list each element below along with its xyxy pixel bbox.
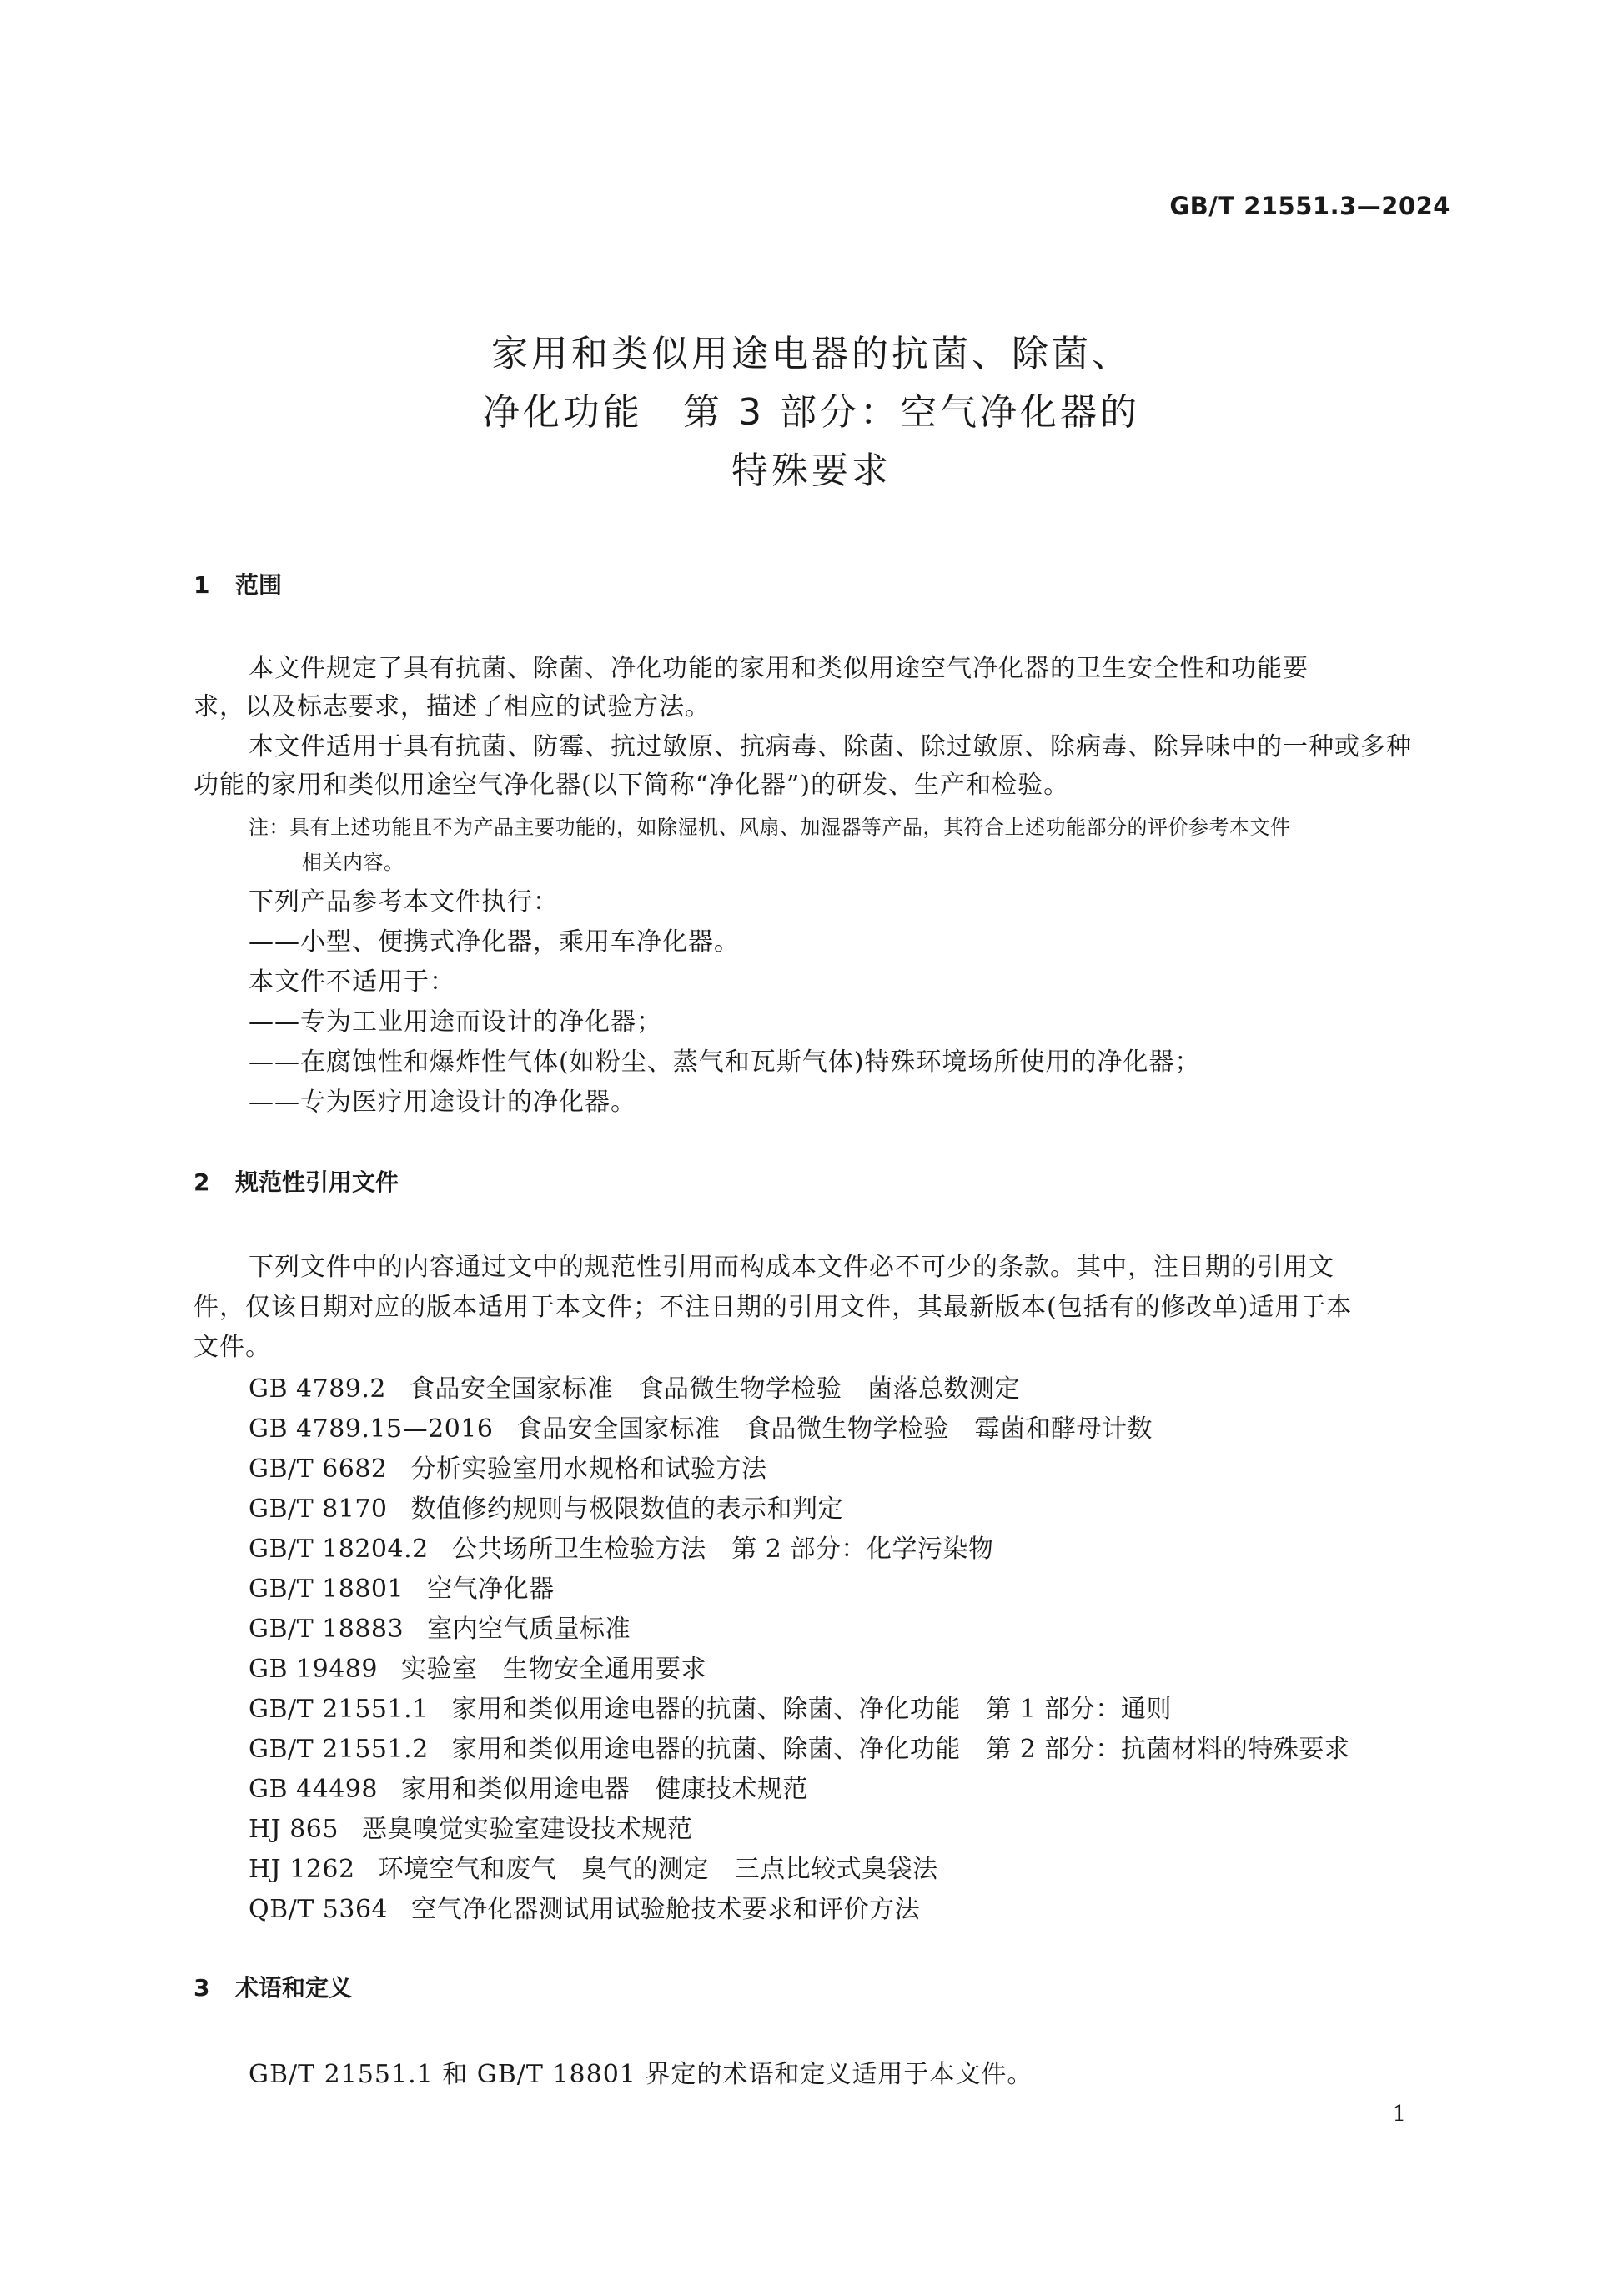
- reference-row: [249, 1568, 555, 1605]
- reference-code: GB/T 6682: [249, 1454, 388, 1484]
- reference-row: [249, 1488, 843, 1525]
- reference-title: 公共场所卫生检验方法 第 2 部分：化学污染物: [451, 1535, 994, 1564]
- reference-title: 家用和类似用途电器的抗菌、除菌、净化功能 第 2 部分：抗菌材料的特殊要求: [451, 1735, 1350, 1764]
- reference-title: 空气净化器测试用试验舱技术要求和评价方法: [411, 1895, 921, 1924]
- reference-code: GB 4789.2: [249, 1374, 387, 1404]
- reference-title: 实验室 生物安全通用要求: [400, 1655, 706, 1684]
- reference-code: GB/T 21551.2: [249, 1735, 429, 1764]
- reference-row: [249, 1768, 808, 1805]
- reference-title: 数值修约规则与极限数值的表示和判定: [410, 1495, 844, 1524]
- reference-row: [249, 1688, 1172, 1725]
- reference-row: [249, 1728, 1349, 1765]
- paragraph-line: GB/T 21551.1 和 GB/T 18801 界定的术语和定义适用于本文件。: [249, 2060, 1033, 2089]
- reference-row: [249, 1448, 767, 1485]
- reference-code: GB/T 21551.1: [249, 1695, 429, 1724]
- reference-code: GB/T 18801: [249, 1575, 404, 1604]
- reference-title: 环境空气和废气 臭气的测定 三点比较式臭袋法: [378, 1855, 938, 1884]
- document-title: [0, 325, 1623, 500]
- section-2-heading: [193, 1164, 399, 1198]
- reference-code: GB 4789.15—2016: [249, 1414, 494, 1444]
- standard-code: GB/T 21551.3—2024: [1169, 192, 1450, 220]
- list-item: ——在腐蚀性和爆炸性气体(如粉尘、蒸气和瓦斯气体)特殊环境场所使用的净化器；: [249, 1048, 1201, 1077]
- reference-title: 食品安全国家标准 食品微生物学检验 菌落总数测定: [410, 1374, 1021, 1404]
- reference-code: GB/T 18204.2: [249, 1535, 429, 1564]
- reference-title: 室内空气质量标准: [427, 1615, 631, 1644]
- paragraph-line: 下列文件中的内容通过文中的规范性引用而构成本文件必不可少的条款。其中，注日期的引用文: [249, 1253, 1334, 1282]
- reference-title: 空气净化器: [427, 1575, 555, 1604]
- note-line: 相关内容。: [302, 851, 404, 874]
- paragraph-line: 本文件适用于具有抗菌、防霉、抗过敏原、抗病毒、除菌、除过敏原、除病毒、除异味中的一种或多种: [249, 732, 1412, 761]
- reference-row: [249, 1648, 706, 1685]
- reference-code: HJ 1262: [249, 1855, 355, 1884]
- paragraph-line: 件，仅该日期对应的版本适用于本文件；不注日期的引用文件，其最新版本(包括有的修改单)适用于本: [193, 1293, 1353, 1322]
- section-1-heading: [193, 567, 282, 600]
- paragraph-line: 本文件不适用于：: [249, 967, 455, 997]
- reference-row: [249, 1808, 693, 1845]
- reference-title: 分析实验室用水规格和试验方法: [410, 1454, 767, 1484]
- reference-title: 家用和类似用途电器 健康技术规范: [400, 1775, 808, 1804]
- reference-row: [249, 1608, 631, 1645]
- list-item: ——小型、便携式净化器，乘用车净化器。: [249, 927, 740, 957]
- paragraph-line: 本文件规定了具有抗菌、除菌、净化功能的家用和类似用途空气净化器的卫生安全性和功能要: [249, 654, 1309, 683]
- reference-row: [249, 1368, 1020, 1404]
- paragraph-line: 求，以及标志要求，描述了相应的试验方法。: [193, 692, 711, 721]
- section-number: 3: [193, 1974, 210, 2002]
- reference-row: [249, 1528, 993, 1565]
- section-3-heading: [193, 1970, 352, 2003]
- paragraph-line: 文件。: [193, 1333, 271, 1362]
- section-title: 规范性引用文件: [235, 1168, 399, 1196]
- section-title: 术语和定义: [235, 1974, 353, 2002]
- reference-row: [249, 1408, 1153, 1444]
- reference-title: 食品安全国家标准 食品微生物学检验 霉菌和酵母计数: [516, 1414, 1153, 1444]
- section-number: 1: [193, 571, 210, 599]
- reference-title: 恶臭嗅觉实验室建设技术规范: [362, 1815, 693, 1844]
- title-line-1: 家用和类似用途电器的抗菌、除菌、: [491, 333, 1132, 375]
- paragraph-line: 功能的家用和类似用途空气净化器(以下简称“净化器”)的研发、生产和检验。: [193, 771, 1070, 800]
- title-line-2: 净化功能 第 3 部分：空气净化器的: [483, 391, 1140, 434]
- reference-code: GB/T 18883: [249, 1615, 404, 1644]
- title-line-3: 特殊要求: [731, 450, 892, 492]
- list-item: ——专为医疗用途设计的净化器。: [249, 1088, 636, 1117]
- reference-code: GB 44498: [249, 1775, 378, 1804]
- note-line: 注：具有上述功能且不为产品主要功能的，如除湿机、风扇、加湿器等产品，其符合上述功能部分的评价参考本文件: [249, 816, 1291, 839]
- list-item: ——专为工业用途而设计的净化器；: [249, 1007, 662, 1037]
- paragraph-line: 下列产品参考本文件执行：: [249, 887, 559, 917]
- reference-code: GB/T 8170: [249, 1495, 388, 1524]
- reference-row: [249, 1848, 938, 1885]
- reference-row: [249, 1888, 920, 1925]
- reference-code: GB 19489: [249, 1655, 378, 1684]
- reference-title: 家用和类似用途电器的抗菌、除菌、净化功能 第 1 部分：通则: [451, 1695, 1172, 1724]
- section-title: 范围: [235, 571, 283, 599]
- page-number: 1: [1392, 2102, 1406, 2127]
- section-number: 2: [193, 1168, 210, 1196]
- reference-code: QB/T 5364: [249, 1895, 389, 1924]
- reference-code: HJ 865: [249, 1815, 339, 1844]
